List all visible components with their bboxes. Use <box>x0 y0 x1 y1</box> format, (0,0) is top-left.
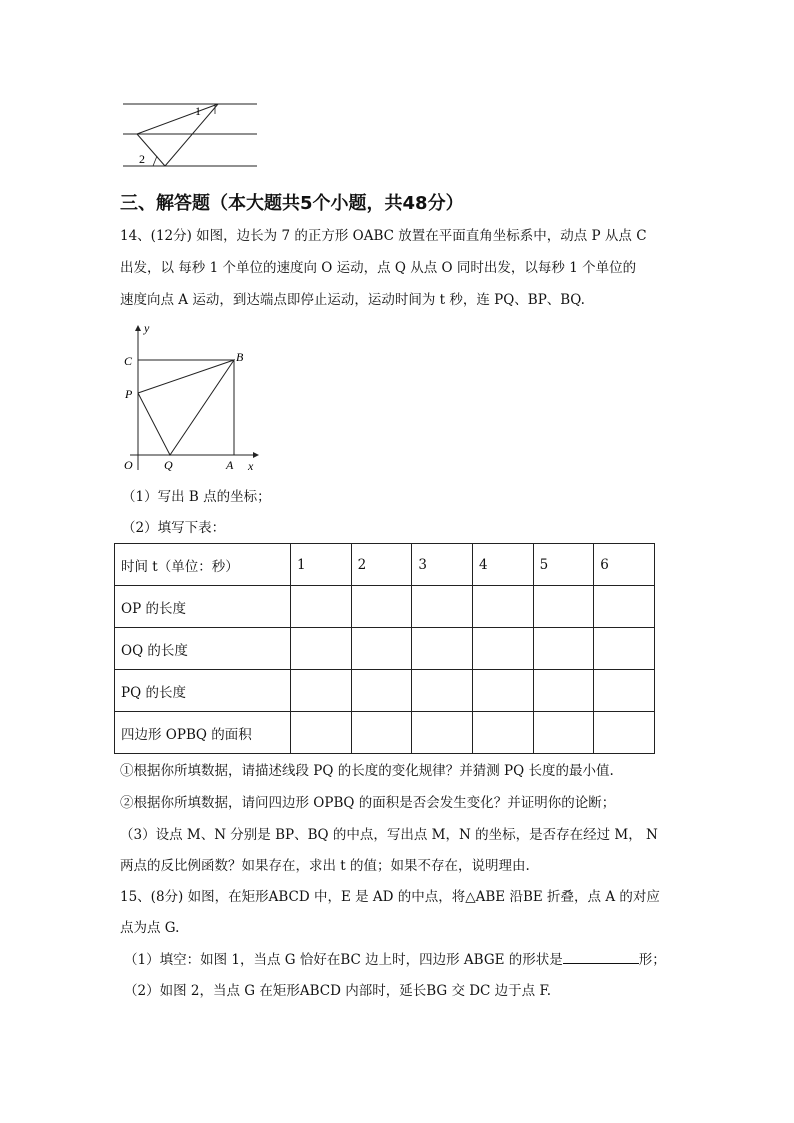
label-y: y <box>144 321 150 335</box>
table-blank-cell[interactable] <box>533 628 594 670</box>
table-blank-cell[interactable] <box>412 712 473 754</box>
parallel-lines-figure <box>115 94 265 174</box>
label-c: C <box>124 354 133 368</box>
table-blank-cell[interactable] <box>351 628 412 670</box>
table-row <box>115 628 655 670</box>
table-blank-cell[interactable] <box>533 586 594 628</box>
angle-label-2: 2 <box>139 152 145 166</box>
table-blank-cell[interactable] <box>472 670 533 712</box>
table-row-label: PQ 的长度 <box>115 670 291 712</box>
label-x: x <box>248 459 254 473</box>
label-b: B <box>236 350 244 364</box>
table-row <box>115 586 655 628</box>
table-blank-cell[interactable] <box>412 628 473 670</box>
q14-part-3-line-1: （3）设点 M、N 分别是 BP、BQ 的中点，写出点 M，N 的坐标，是否存在经过 M， N <box>120 827 658 843</box>
q15-part-1-suffix: 形； <box>638 952 666 968</box>
table-blank-cell[interactable] <box>291 712 352 754</box>
table-header-cell: 时间 t（单位：秒） <box>115 544 291 586</box>
table-row-label: OQ 的长度 <box>115 628 291 670</box>
table-blank-cell[interactable] <box>351 712 412 754</box>
table-blank-cell[interactable] <box>412 670 473 712</box>
table-blank-cell[interactable] <box>533 670 594 712</box>
table-row <box>115 712 655 754</box>
q15-line-1: 15、(8分) 如图，在矩形ABCD 中，E 是 AD 的中点，将△ABE 沿BE 折叠，点 A 的对应 <box>120 889 660 905</box>
q15-part-1-text: （1）填空：如图 1，当点 G 恰好在BC 边上时，四边形 ABGE 的形状是 <box>124 952 563 968</box>
table-blank-cell[interactable] <box>594 586 655 628</box>
q14-item-1: ①根据你所填数据，请描述线段 PQ 的长度的变化规律？并猜测 PQ 长度的最小值. <box>120 763 614 779</box>
q15-line-2: 点为点 G. <box>120 920 180 936</box>
table-blank-cell[interactable] <box>533 712 594 754</box>
label-q: Q <box>164 458 173 472</box>
table-time-cell: 6 <box>594 544 655 586</box>
answer-blank[interactable] <box>563 949 639 964</box>
q14-line-2: 出发，以 每秒 1 个单位的速度向 O 运动，点 Q 从点 O 同时出发，以每秒 1 个单位的 <box>120 260 637 276</box>
square-coordinate-figure <box>118 318 268 478</box>
q14-item-2: ②根据你所填数据，请问四边形 OPBQ 的面积是否会发生变化？并证明你的论断； <box>120 795 616 811</box>
q14-part-2: （2）填写下表： <box>122 520 226 536</box>
table-time-cell: 1 <box>291 544 352 586</box>
q15-part-1 <box>124 949 666 970</box>
table-row-label: OP 的长度 <box>115 586 291 628</box>
table-blank-cell[interactable] <box>472 712 533 754</box>
label-p: P <box>125 387 133 401</box>
table-blank-cell[interactable] <box>351 670 412 712</box>
table-row-label: 四边形 OPBQ 的面积 <box>115 712 291 754</box>
q14-line-1: 14、(12分) 如图，边长为 7 的正方形 OABC 放置在平面直角坐标系中，动点 P 从点 C <box>120 228 647 244</box>
table-blank-cell[interactable] <box>594 712 655 754</box>
table-blank-cell[interactable] <box>472 586 533 628</box>
angle-label-1: 1 <box>195 104 201 118</box>
table-blank-cell[interactable] <box>412 586 473 628</box>
table-blank-cell[interactable] <box>291 628 352 670</box>
q14-part-1: （1）写出 B 点的坐标； <box>122 489 271 505</box>
triangle-pbq <box>138 360 234 455</box>
square-oabc <box>138 360 234 455</box>
label-a: A <box>226 458 234 472</box>
triangle-side <box>137 104 218 134</box>
table-blank-cell[interactable] <box>594 670 655 712</box>
table-blank-cell[interactable] <box>594 628 655 670</box>
q14-line-3: 速度向点 A 运动，到达端点即停止运动，运动时间为 t 秒，连 PQ、BP、BQ. <box>120 292 585 308</box>
table-blank-cell[interactable] <box>291 586 352 628</box>
table-time-cell: 3 <box>412 544 473 586</box>
table-time-cell: 5 <box>533 544 594 586</box>
table-header-row <box>115 544 655 586</box>
table-blank-cell[interactable] <box>472 628 533 670</box>
table-time-cell: 4 <box>472 544 533 586</box>
q14-part-3-line-2: 两点的反比例函数？如果存在，求出 t 的值；如果不存在，说明理由. <box>120 858 530 874</box>
table-time-cell: 2 <box>351 544 412 586</box>
section-heading: 三、解答题（本大题共5个小题，共48分） <box>120 193 464 214</box>
label-o: O <box>124 458 133 472</box>
angle-mark <box>153 156 157 166</box>
table-blank-cell[interactable] <box>291 670 352 712</box>
table-row <box>115 670 655 712</box>
answer-table <box>114 543 655 754</box>
q15-part-2: （2）如图 2，当点 G 在矩形ABCD 内部时，延长BG 交 DC 边于点 F. <box>124 983 552 999</box>
table-blank-cell[interactable] <box>351 586 412 628</box>
